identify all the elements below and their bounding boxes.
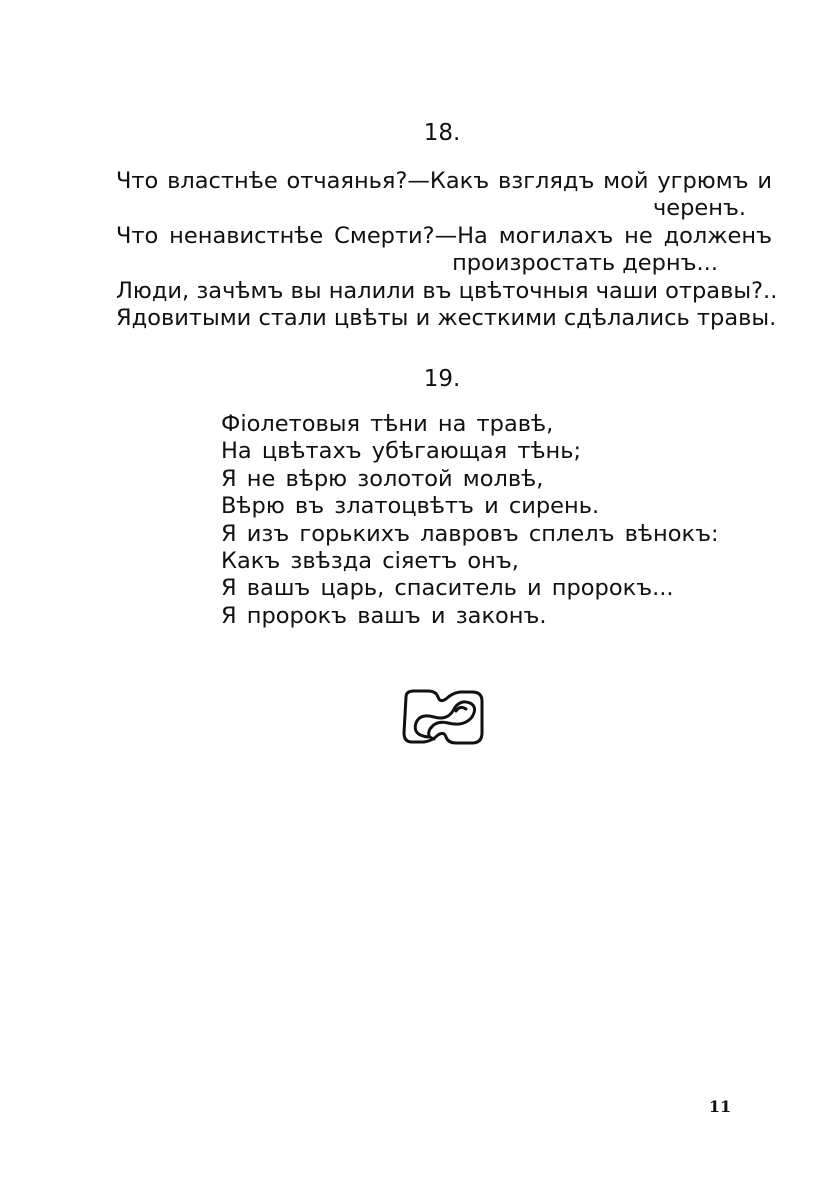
poem-18-line-1-continuation: черенъ. — [652, 195, 746, 222]
poem-18-line-1: Что властнѣе отчаянья?—Какъ взглядъ мой угрюмъ и — [116, 168, 772, 194]
poem-18-line-2: Что ненавистнѣе Смерти?—На могилахъ не долженъ — [116, 222, 772, 249]
art-nouveau-ornament-icon — [398, 687, 486, 747]
poem-18-line-2-continuation: произростать дернъ... — [452, 250, 718, 277]
poem-19-line-7: Я вашъ царь, спаситель и пророкъ... — [221, 575, 674, 602]
poem-18-line-3: Люди, зачѣмъ вы налили въ цвѣточныя чаши отравы?.. — [116, 277, 778, 304]
poem-19-line-4: Вѣрю въ златоцвѣтъ и сирень. — [221, 493, 600, 520]
poem-number-18: 18. — [423, 120, 461, 146]
poem-18-line-4: Ядовитыми стали цвѣты и жесткими сдѣлались травы. — [116, 305, 777, 332]
poem-19-line-6: Какъ звѣзда сіяетъ онъ, — [221, 548, 519, 575]
poem-19-line-8: Я пророкъ вашъ и законъ. — [221, 602, 547, 629]
poem-18-stanza — [116, 168, 778, 332]
poem-number-19: 19. — [423, 366, 461, 392]
poem-19-line-5: Я изъ горькихъ лавровъ сплелъ вѣнокъ: — [221, 520, 719, 547]
poem-19-line-2: На цвѣтахъ убѣгающая тѣнь; — [221, 438, 582, 465]
poem-19-line-3: Я не вѣрю золотой молвѣ, — [221, 465, 544, 492]
page-number: 11 — [708, 1097, 732, 1116]
poem-19-line-1: Фіолетовыя тѣни на травѣ, — [221, 411, 554, 437]
poem-19-stanza — [221, 411, 741, 630]
